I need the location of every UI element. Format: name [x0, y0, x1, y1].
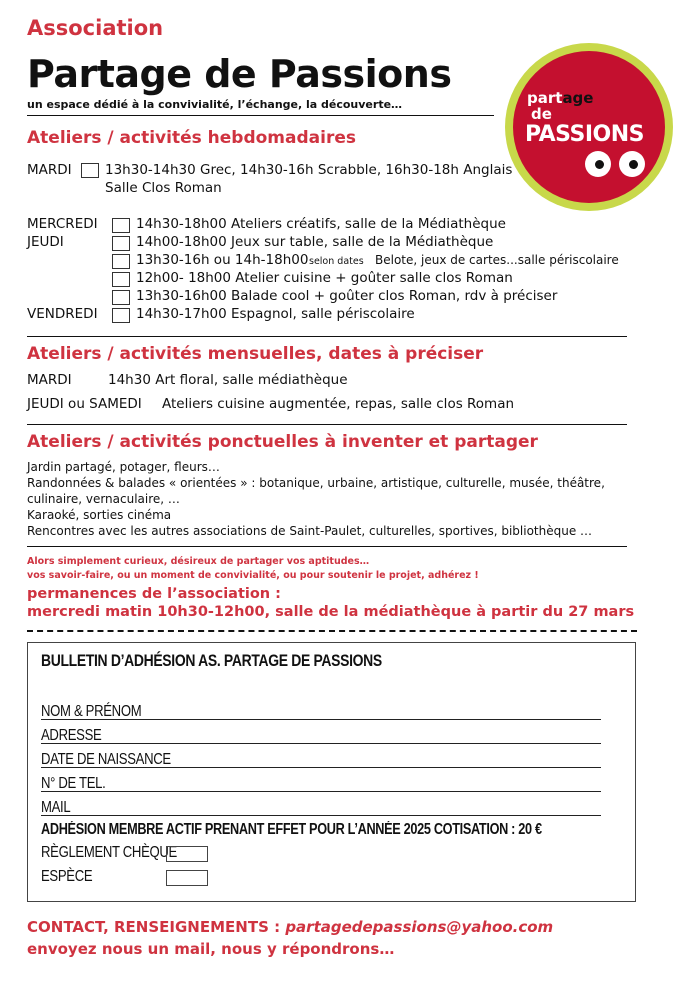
permanence-heading: permanences de l’association :: [27, 586, 281, 602]
checkbox[interactable]: [112, 236, 130, 251]
list-item: culinaire, vernaculaire, …: [27, 492, 180, 506]
divider: [27, 424, 627, 425]
membership-form: [27, 642, 636, 902]
activity-text: 13h30-16h00 Balade cool + goûter clos Roman, rdv à préciser: [136, 288, 558, 304]
activity-text: 14h30 Art floral, salle médiathèque: [108, 372, 348, 388]
divider: [27, 336, 627, 337]
activity-text: 13h30-14h30 Grec, 14h30-16h Scrabble, 16h30-18h Anglais: [105, 162, 513, 178]
invite-text: Alors simplement curieux, désireux de partager vos aptitudes…: [27, 556, 370, 567]
birthdate-field[interactable]: DATE DE NAISSANCE: [41, 747, 601, 768]
eye-icon: [619, 151, 645, 177]
payment-cheque-label: RÈGLEMENT CHÈQUE: [41, 844, 177, 861]
contact-label: CONTACT, RENSEIGNEMENTS :: [27, 918, 286, 936]
payment-cash-label: ESPÈCE: [41, 868, 93, 885]
divider: [27, 115, 494, 116]
email-field[interactable]: MAIL: [41, 795, 601, 816]
association-label: Association: [27, 16, 164, 40]
contact-line: [27, 918, 553, 936]
cheque-checkbox[interactable]: [166, 846, 208, 862]
activity-text: Salle Clos Roman: [105, 180, 222, 196]
day-label: MARDI: [27, 162, 72, 178]
list-item: Randonnées & balades « orientées » : botanique, urbaine, artistique, culturelle, musée, théâtre,: [27, 476, 605, 490]
checkbox[interactable]: [81, 163, 99, 178]
invite-text: vos savoir-faire, ou un moment de convivialité, ou pour soutenir le projet, adhérez !: [27, 570, 479, 581]
phone-field[interactable]: N° DE TEL.: [41, 771, 601, 792]
cut-line: [27, 630, 637, 632]
activity-text: 12h00- 18h00 Atelier cuisine + goûter salle clos Roman: [136, 270, 513, 286]
activity-text: 14h30-18h00 Ateliers créatifs, salle de la Médiathèque: [136, 216, 506, 232]
day-label: JEUDI: [27, 234, 64, 250]
cash-checkbox[interactable]: [166, 870, 208, 886]
eye-icon: [585, 151, 611, 177]
day-label: MERCREDI: [27, 216, 98, 232]
name-field[interactable]: NOM & PRÉNOM: [41, 699, 601, 720]
divider: [27, 546, 627, 547]
activity-note: selon dates: [309, 256, 364, 267]
page-title: Partage de Passions: [27, 52, 452, 96]
checkbox[interactable]: [112, 308, 130, 323]
contact-note: envoyez nous un mail, nous y répondrons…: [27, 940, 395, 958]
checkbox[interactable]: [112, 254, 130, 269]
list-item: Jardin partagé, potager, fleurs…: [27, 460, 220, 474]
address-field[interactable]: ADRESSE: [41, 723, 601, 744]
permanence-details: mercredi matin 10h30-12h00, salle de la médiathèque à partir du 27 mars: [27, 604, 635, 620]
logo: partage de PASSIONS: [505, 43, 673, 211]
checkbox[interactable]: [112, 290, 130, 305]
membership-text: ADHÉSION MEMBRE ACTIF PRENANT EFFET POUR L’ANNÉE 2025 COTISATION : 20 €: [41, 821, 542, 838]
activity-text: Ateliers cuisine augmentée, repas, salle clos Roman: [162, 396, 515, 412]
day-label: JEUDI ou SAMEDI: [27, 396, 142, 412]
list-item: Karaoké, sorties cinéma: [27, 508, 172, 522]
form-title: BULLETIN D’ADHÉSION AS. PARTAGE DE PASSIONS: [41, 651, 382, 670]
activity-text: 13h30-16h ou 14h-18h00: [136, 252, 309, 268]
tagline: un espace dédié à la convivialité, l’échange, la découverte…: [27, 98, 403, 111]
checkbox[interactable]: [112, 218, 130, 233]
day-label: VENDREDI: [27, 306, 98, 322]
section-heading-monthly: Ateliers / activités mensuelles, dates à préciser: [27, 344, 484, 364]
section-heading-occasional: Ateliers / activités ponctuelles à inventer et partager: [27, 432, 538, 452]
contact-email[interactable]: partagedepassions@yahoo.com: [285, 918, 554, 936]
day-label: MARDI: [27, 372, 72, 388]
list-item: Rencontres avec les autres associations de Saint-Paulet, culturelles, sportives, bibliothèque …: [27, 524, 593, 538]
checkbox[interactable]: [112, 272, 130, 287]
activity-text: Belote, jeux de cartes...salle périscolaire: [375, 253, 619, 267]
activity-text: 14h30-17h00 Espagnol, salle périscolaire: [136, 306, 415, 322]
section-heading-weekly: Ateliers / activités hebdomadaires: [27, 128, 356, 148]
activity-text: 14h00-18h00 Jeux sur table, salle de la Médiathèque: [136, 234, 494, 250]
